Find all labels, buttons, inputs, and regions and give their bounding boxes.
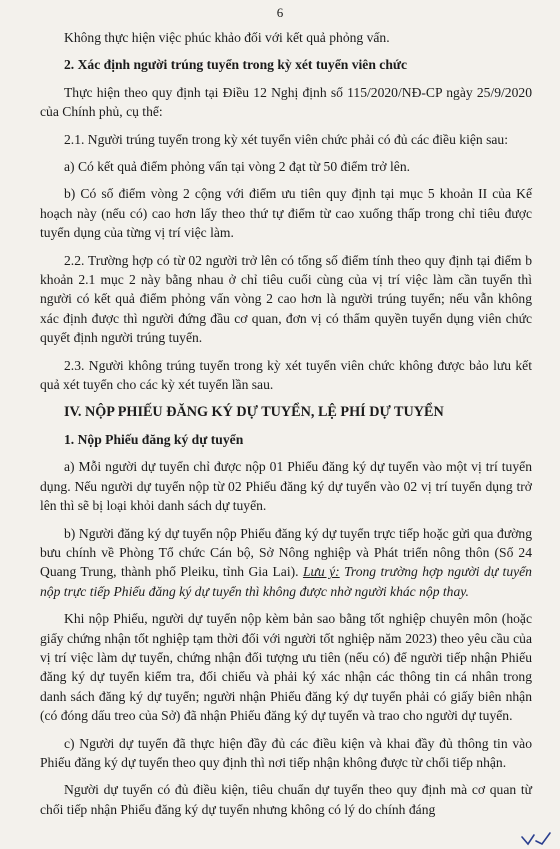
paragraph-2-1: 2.1. Người trúng tuyển trong kỳ xét tuyển viên chức phải có đủ các điều kiện sau: (64, 131, 508, 147)
heading-section-iv: IV. NỘP PHIẾU ĐĂNG KÝ DỰ TUYỂN, LỆ PHÍ DỰ TUYỂN (64, 403, 444, 420)
note-text: Trong trường hợp người dự tuyển nộp trực tiếp Phiếu đăng ký dự tuyển thì không được nhờ người khác nộp thay. (40, 564, 532, 599)
paragraph-2-1-a: a) Có kết quả điểm phỏng vấn tại vòng 2 đạt từ 50 điểm trở lên. (64, 159, 411, 175)
heading-determine-winners: 2. Xác định người trúng tuyển trong kỳ xét tuyển viên chức (64, 57, 408, 73)
paragraph-refusal: Người dự tuyển có đủ điều kiện, tiêu chuẩn dự tuyển theo quy định mà cơ quan từ chối tiếp nhận Phiếu đăng ký dự tuyển nhưng không có lý do chính đáng (40, 782, 532, 817)
document-body (40, 28, 532, 827)
paragraph-2-3: 2.3. Người không trúng tuyển trong kỳ xét tuyển viên chức không được bảo lưu kết quả xét tuyển cho các kỳ xét tuyển lần sau. (40, 357, 532, 393)
paragraph-1-b (40, 524, 532, 602)
note-label: Lưu ý: (302, 564, 340, 580)
paragraph-regulation: Thực hiện theo quy định tại Điều 12 Nghị định số 115/2020/NĐ-CP ngày 25/9/2020 của Chính phủ, cụ thể: (40, 84, 532, 120)
paragraph-1-a: a) Mỗi người dự tuyển chỉ được nộp 01 Phiếu đăng ký dự tuyển vào một vị trí tuyển dụng. Nếu người dự tuyển nộp từ 02 Phiếu đăng ký dự tuyển vào 02 vị trí tuyển dụng trở lên thì sẽ bị loại khỏi danh sách dự tuyển. (40, 459, 532, 514)
paragraph-2-1-b: b) Có số điểm vòng 2 cộng với điểm ưu tiên quy định tại mục 5 khoản II của Kế hoạch này (nếu có) cao hơn lấy theo thứ tự điểm từ cao xuống thấp trong chỉ tiêu được tuyển dụng của từng vị trí việc làm. (40, 186, 532, 241)
heading-submit-form: 1. Nộp Phiếu đăng ký dự tuyển (64, 431, 244, 447)
paragraph-1-c: c) Người dự tuyển đã thực hiện đầy đủ các điều kiện và khai đầy đủ thông tin vào Phiếu đăng ký dự tuyển theo quy định thì nơi tiếp nhận không được từ chối tiếp nhận. (40, 735, 532, 770)
paragraph-attachments: Khi nộp Phiếu, người dự tuyển nộp kèm bản sao bằng tốt nghiệp chuyên môn (hoặc giấy chứng nhận tốt nghiệp tạm thời đối với người tốt nghiệp năm 2023) theo yêu cầu của vị trí việc làm dự tuyển, chứng nhận đối tượng ưu tiên (nếu có) để người tiếp nhận Phiếu đăng ký dự tuyển kiểm tra, đối chiếu và phải ký xác nhận các thông tin cá nhân trong danh sách đăng ký dự tuyển; người nhận Phiếu đăng ký dự tuyển phải có giấy biên nhận (có đóng dấu treo của Sở) đã nhận Phiếu đăng ký dự tuyển và trao cho người dự tuyển. (40, 611, 532, 724)
paragraph-no-appeal: Không thực hiện việc phúc khảo đối với kết quả phỏng vấn. (64, 30, 390, 45)
page-number: 6 (276, 5, 284, 20)
paragraph-2-2: 2.2. Trường hợp có từ 02 người trở lên có tổng số điểm tính theo quy định tại điểm b khoản 2.1 mục 2 này bằng nhau ở chỉ tiêu cuối cùng của vị trí việc làm cần tuyển thì người có kết quả điểm phỏng vấn vòng 2 cao hơn là người trúng tuyển; nếu vẫn không xác định được thì người đứng đầu cơ quan, đơn vị có thẩm quyền tuyển dụng viên chức quyết định người trúng tuyển. (40, 252, 532, 346)
paragraph-1-b-text: b) Người đăng ký dự tuyển nộp Phiếu đăng ký dự tuyển trực tiếp hoặc gửi qua đường bưu chính về Phòng Tổ chức Cán bộ, Sở Nông nghiệp và Phát triển nông thôn (Số 24 Quang Trung, thành phố Pleiku, tỉnh Gia Lai). (40, 525, 532, 580)
initials-signature-mark (520, 829, 554, 847)
